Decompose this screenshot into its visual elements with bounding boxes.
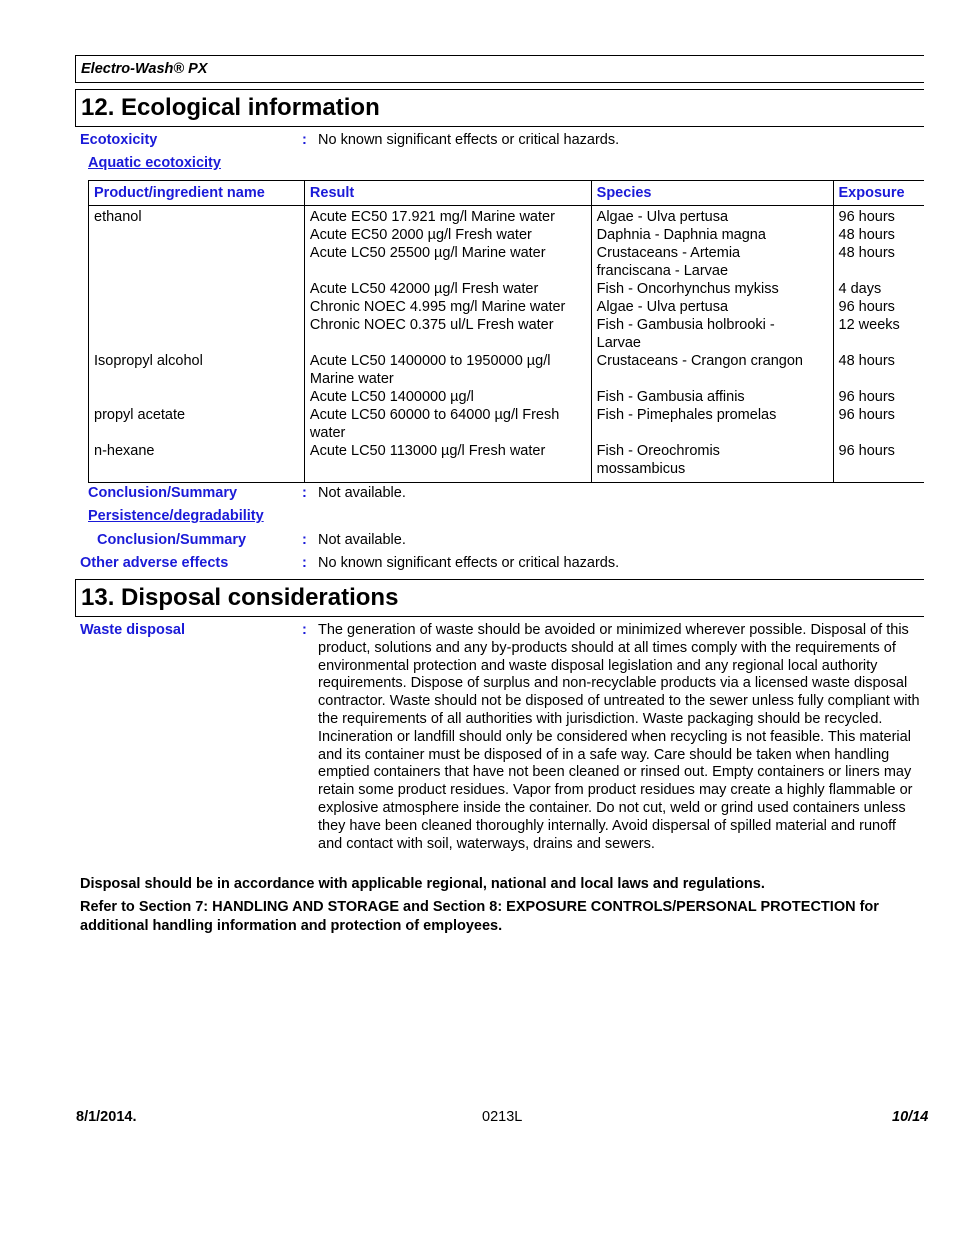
exposure-cell-line: 4 days [838, 281, 882, 297]
result-cell-line: Acute LC50 25500 µg/l Marine water [309, 245, 546, 261]
species-cell-line: Daphnia - Daphnia magna [596, 227, 766, 243]
exposure-cell [833, 442, 924, 483]
species-cell-line: mossambicus [596, 461, 686, 477]
species-cell-line: franciscana - Larvae [596, 263, 729, 279]
exposure-cell [833, 406, 924, 442]
species-cell-line: Crustaceans - Crangon crangon [596, 353, 803, 369]
result-cell-line: Acute LC50 113000 µg/l Fresh water [309, 443, 546, 459]
result-cell-line: Acute LC50 42000 µg/l Fresh water [309, 281, 539, 297]
species-cell-line: Fish - Gambusia holbrooki - [596, 317, 775, 333]
table-row [89, 206, 925, 353]
result-cell-line: Acute LC50 1400000 to 1950000 µg/l [309, 353, 551, 369]
exposure-cell-line: 12 weeks [838, 317, 900, 333]
exposure-cell-line [839, 370, 920, 388]
section-13-title: 13. Disposal considerations [75, 579, 924, 617]
product-header: Electro-Wash® PX [75, 55, 924, 83]
conclusion-summary-value: Not available. [318, 485, 406, 501]
exposure-cell-line: 96 hours [838, 389, 895, 405]
result-cell-line: Marine water [309, 371, 394, 387]
ingredient-name-cell [89, 206, 305, 353]
ecotoxicity-label: Ecotoxicity [80, 132, 158, 148]
species-cell [591, 406, 833, 442]
species-cell [591, 206, 833, 353]
other-adverse-effects-value: No known significant effects or critical hazards. [318, 555, 620, 571]
species-cell-line: Fish - Oncorhynchus mykiss [596, 281, 779, 297]
table-row [89, 442, 925, 483]
ingredient-name-cell [89, 442, 305, 483]
ecotoxicity-value: No known significant effects or critical hazards. [318, 132, 620, 148]
exposure-cell-line: 96 hours [838, 299, 895, 315]
footer-date: 8/1/2014. [76, 1109, 137, 1125]
table-header-row [89, 181, 925, 206]
species-cell-line: Larvae [596, 335, 641, 351]
result-cell [304, 206, 591, 353]
exposure-cell-line: 96 hours [838, 209, 895, 225]
exposure-cell [833, 206, 924, 353]
ingredient-name: n-hexane [94, 443, 155, 459]
exposure-cell-line: 48 hours [838, 353, 895, 369]
result-cell-line: Chronic NOEC 4.995 mg/l Marine water [309, 299, 566, 315]
colon: : [302, 132, 307, 148]
persistence-conclusion-label: Conclusion/Summary [97, 532, 247, 548]
persistence-heading: Persistence/degradability [88, 508, 264, 524]
ingredient-name-cell [89, 352, 305, 406]
result-cell-line: Acute EC50 2000 µg/l Fresh water [309, 227, 532, 243]
conclusion-summary-label: Conclusion/Summary [88, 485, 238, 501]
species-cell [591, 352, 833, 406]
section-12-title: 12. Ecological information [75, 89, 924, 127]
result-cell-line: Acute LC50 60000 to 64000 µg/l Fresh [309, 407, 560, 423]
waste-disposal-text: The generation of waste should be avoided or minimized wherever possible. Disposal of this product, solutions and any by-products should at all times comply with the requirements of environmental protection and waste disposal legislation and any regional local authority requirements. Dispose of surplus and non-recyclable products via a licensed waste disposal contractor. Waste should not be disposed of untreated to the sewer unless fully compliant with the requirements of all authorities with jurisdiction. Waste packaging should be recycled. Incineration or landfill should only be considered when recycling is not feasible. This material and its container must be disposed of in a safe way. Care should be taken when handling emptied containers that have not been cleaned or rinsed out. Empty containers or liners may retain some product residues. Vapor from product residues may create a highly flammable or explosive atmosphere inside the container. Do not cut, weld or grind used containers unless they have been cleaned thoroughly internally. Avoid dispersal of spilled material and runoff and contact with soil, waterways, drains and sewers. [318, 622, 920, 852]
ingredient-name: propyl acetate [94, 407, 186, 423]
ingredient-name-cell [89, 406, 305, 442]
species-cell-line: Algae - Ulva pertusa [596, 209, 729, 225]
aquatic-ecotoxicity-heading: Aquatic ecotoxicity [88, 155, 221, 171]
result-cell-line: water [309, 425, 346, 441]
result-cell [304, 442, 591, 483]
result-cell-line: Acute EC50 17.921 mg/l Marine water [309, 209, 555, 225]
result-cell [304, 406, 591, 442]
footer-code: 0213L [482, 1109, 523, 1125]
species-cell-line: Crustaceans - Artemia [596, 245, 741, 261]
persistence-conclusion-value: Not available. [318, 532, 406, 548]
species-cell-line: Fish - Oreochromis [596, 443, 720, 459]
exposure-cell-line: 48 hours [838, 245, 895, 261]
result-cell-line [310, 262, 586, 280]
species-cell-line [597, 370, 828, 388]
column-header: Species [591, 181, 833, 206]
column-header: Result [304, 181, 591, 206]
column-header: Product/ingredient name [89, 181, 305, 206]
other-adverse-effects-label: Other adverse effects [80, 555, 229, 571]
waste-disposal-label: Waste disposal [80, 622, 186, 638]
species-cell-line: Fish - Gambusia affinis [596, 389, 745, 405]
result-cell-line: Chronic NOEC 0.375 ul/L Fresh water [309, 317, 554, 333]
species-cell-line: Fish - Pimephales promelas [596, 407, 777, 423]
result-cell [304, 352, 591, 406]
refer-section-note: Refer to Section 7: HANDLING AND STORAGE and Section 8: EXPOSURE CONTROLS/PERSONAL PROTECTION for additional handling information and protection of employees. [80, 899, 879, 934]
colon: : [302, 532, 307, 548]
exposure-cell-line: 48 hours [838, 227, 895, 243]
table-row [89, 406, 925, 442]
species-cell-line: Algae - Ulva pertusa [596, 299, 729, 315]
disposal-note: Disposal should be in accordance with applicable regional, national and local laws and regulations. [80, 876, 765, 892]
exposure-cell-line: 96 hours [838, 443, 895, 459]
column-header: Exposure [833, 181, 924, 206]
exposure-cell [833, 352, 924, 406]
aquatic-ecotoxicity-table [88, 180, 924, 483]
table-row [89, 352, 925, 406]
footer-page-number: 10/14 [892, 1109, 929, 1125]
species-cell [591, 442, 833, 483]
exposure-cell-line [839, 262, 920, 280]
colon: : [302, 555, 307, 571]
result-cell-line: Acute LC50 1400000 µg/l [309, 389, 474, 405]
colon: : [302, 485, 307, 501]
ingredient-name: ethanol [94, 209, 142, 225]
colon: : [302, 622, 307, 638]
exposure-cell-line: 96 hours [838, 407, 895, 423]
ingredient-name: Isopropyl alcohol [94, 353, 203, 369]
